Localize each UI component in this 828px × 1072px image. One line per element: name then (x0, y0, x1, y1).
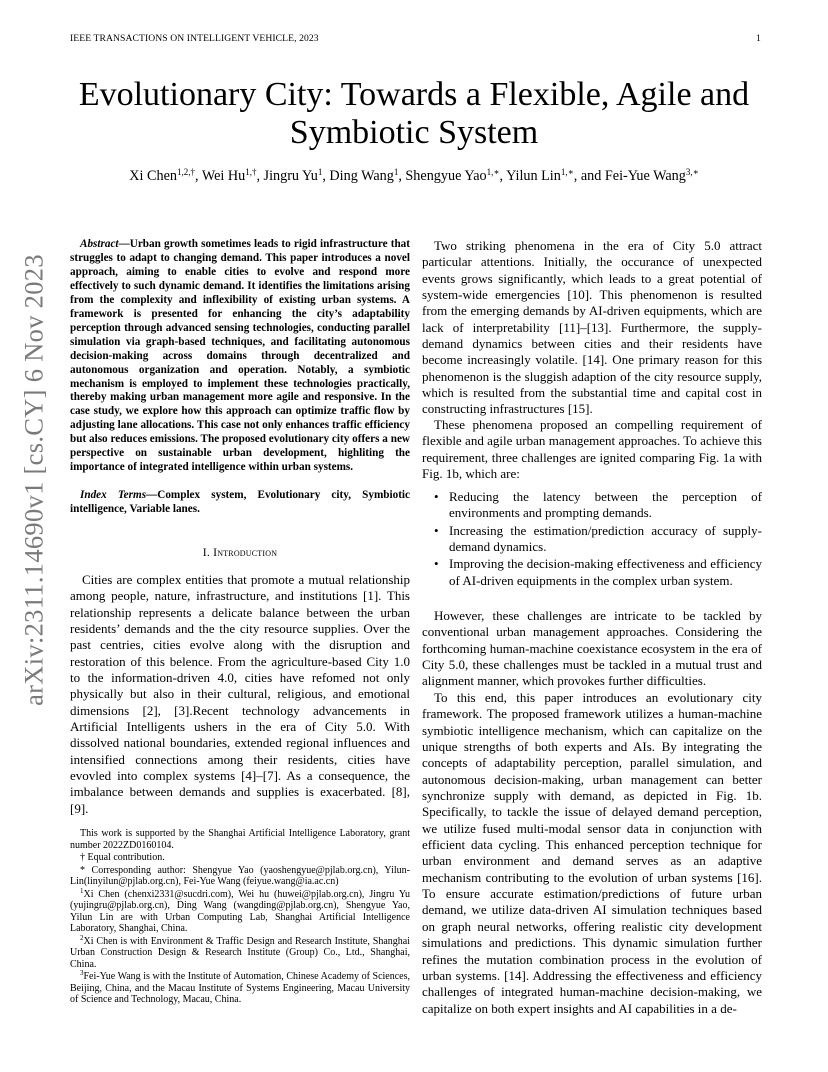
bullet-icon: • (434, 489, 439, 504)
author-affiliation-mark: 1,∗ (560, 167, 574, 177)
right-paragraph-4: To this end, this paper introduces an evolutionary city framework. The proposed framework utilizes a human-machine symbiotic intelligence mechanism, which can capitalize on the unique strengths of both experts and AIs. By integrating the concepts of adaptability perception, parallel simulation, and autonomous decision-making, urban management can better synchronize supply with demand, as depicted in Fig. 1b. Specifically, to tackle the issue of delayed demand perception, we utilize fused multi-modal sensor data in conjunction with efficient data cycling. This enhanced perception technique for urban environment and demand serves as an adaptive mechanism contributing to the evolution of urban systems [16]. To ensure accurate estimation/predictions of future urban demand, we utilize data-driven AI simulation techniques based on graph neural networks, offering realistic city development simulations and predictions. This dynamic simulation further refines the mutation combination process in the evolution of urban systems. [14]. Addressing the effectiveness and efficiency challenges of integrated human-machine decision-making, we capitalize on both expert insights and AI capabilities in a de- (422, 690, 762, 1016)
author-name: Wei Hu (201, 168, 246, 184)
section-title: Introduction (213, 546, 278, 559)
author-name: Fei-Yue Wang (604, 168, 686, 184)
author-affiliation-mark: 1 (393, 167, 399, 177)
list-item: • Increasing the estimation/prediction accuracy of supply-demand dynamics. (434, 522, 762, 555)
footnote-mark-1: 1 (80, 886, 84, 895)
author-list: Xi Chen$^{1,2,\dagger}$, Wei $Hu^{1,\dagger}$, Jingru Yu$^1$, Ding Wang$^1$, Shengyue Yao$^{1,∗}$, Yilun Lin$^{1,∗}$, and Fei-Yue Wang$^{3,∗}$ (129, 167, 699, 184)
index-terms: Index Terms—Complex system, Evolutionary city, Symbiotic intelligence, Variable lanes. (70, 489, 410, 515)
author-affiliation-mark: 1 (317, 167, 323, 177)
section-heading (70, 546, 410, 559)
index-terms-text: Complex system, Evolutionary city, Symbiotic intelligence, Variable lanes. (70, 489, 410, 515)
bullet-icon: • (434, 522, 439, 538)
intro-paragraph: Cities are complex entities that promote a mutual relationship among people, nature, infrastructure, and institutions [1]. This relationship represents a delicate balance between the urban residents’ demands and the the city resource supplies. Over the past centries, cities evolve along with the disruption and restoration of this belence. From the agriculture-based City 1.0 to the information-driven 4.0, cities have refomed not only physically but also in their cultural, religious, and emotional dimensions [2], [3].Recent technology advancements in Artificial Intelligents ushers in the era of City 5.0. With dissolved national boundaries, extended regional influences and intensified connections among their residents, cities have evovled into complex systems [4]–[7]. As a consequence, the imbalance between demands and supplies is exacerbated. [8], [9]. (70, 572, 410, 816)
abstract-text: Urban growth sometimes leads to rigid infrastructure that struggles to adapt to changing demand. This paper introduces a novel approach, aiming to enable cities to evolve and respond more effectively to such dynamic demand. It identifies the limitations arising from the complexity and inflexibility of existing urban systems. A framework is presented for enhancing the city’s adaptability perception through advanced sensing technologies, conducting parallel simulation via graph-based techniques, and facilitating autonomous decision-making across domains through decentralized and autonomous organization and operation. Notably, a symbiotic mechanism is employed to implement these technologies practically, thereby making urban management more agile and responsive. In the case study, we explore how this approach can optimize traffic flow by adjusting lane allocations. This case not only enhances traffic efficiency but also reduces emissions. The proposed evolutionary city offers a new perspective on sustainable urban development, highliting the importance of integrated intelligence within urban systems. (70, 238, 410, 474)
author-name: Xi Chen (129, 168, 177, 184)
section-number: I. (202, 546, 210, 559)
index-terms-label: Index Terms (80, 489, 147, 501)
challenge-list (432, 489, 762, 590)
author-affiliation-mark: 1,∗ (486, 167, 500, 177)
author-affiliation-mark: 1,† (245, 167, 257, 177)
footnote-affiliation-2: $^2$Xi Chen is with Environment & Traffic Design and Research Institute, Shanghai Urban Construction Design & Research Institute (Group) Co., Ltd., Shanghai, China. (70, 933, 410, 970)
author-name: Jingru Yu (263, 168, 318, 184)
footnote-affiliation-1: $^1$Xi Chen (chenxi2331@sucdri.com), Wei hu (huwei@pjlab.org.cn), Jingru Yu (yujingru@pjlab.org.cn), Ding Wang (wangding@pjlab.org.cn), Shengyue Yao, Yilun Lin are with Urban Computing Lab, Shanghai Artificial Intelligence Laboratory, Shanghai, China. (70, 886, 410, 934)
author-affiliation-mark: 3,∗ (685, 167, 699, 177)
footnotes (70, 828, 410, 1007)
footnote-funding: This work is supported by the Shanghai Artificial Intelligence Laboratory, grant number 2022ZD0160104. (70, 828, 410, 851)
arxiv-id: arXiv:2311.14690v1 [cs.CY] 6 Nov 2023 (18, 254, 49, 706)
arxiv-watermark (16, 254, 52, 706)
author-affiliation-mark: 1,2,† (176, 167, 195, 177)
list-item: • Reducing the latency between the perception of environments and prompting demands. (434, 489, 762, 521)
abstract-label: Abstract (80, 238, 119, 250)
author-name: Shengyue Yao (405, 168, 487, 184)
paper-title: Evolutionary City: Towards a Flexible, Agile and Symbiotic System (78, 76, 750, 151)
footnote-affiliation-3: $^3$Fei-Yue Wang is with the Institute of Automation, Chinese Academy of Sciences, Beijing, China, and the Macau Institute of Systems Engineering, Macau University of Science and Technology, Macau, China. (70, 969, 410, 1005)
right-paragraph-3: However, these challenges are intricate to be tackled by conventional urban management approaches. Considering the forthcoming human-machine coexistance ecosystem in the era of City 5.0, these challenges must be tackled in a mutual trust and alignment manner, which provokes further difficulties. (422, 608, 762, 689)
footnote-mark-2: 2 (80, 933, 84, 942)
author-name: Yilun Lin (506, 168, 561, 184)
page-number: 1 (756, 33, 761, 44)
right-paragraph-2: These phenomena proposed an compelling requirement of flexible and agile urban management approaches. To achieve this requirement, three challenges are ignited comparing Fig. 1a with Fig. 1b, which are: (422, 417, 762, 482)
footnote-equal-contribution: † Equal contribution. (80, 852, 165, 863)
abstract: Abstract—Urban growth sometimes leads to rigid infrastructure that struggles to adapt to changing demand. This paper introduces a novel approach, aiming to enable cities to evolve and respond more effectively to such dynamic demand. It identifies the limitations arising from the complexity and inflexibility of existing urban systems. A framework is presented for enhancing the city’s adaptability perception through advanced sensing technologies, conducting parallel simulation via graph-based techniques, and facilitating autonomous decision-making across domains through decentralized and autonomous organization and operation. Notably, a symbiotic mechanism is employed to implement these technologies practically, thereby making urban management more agile and responsive. In the case study, we explore how this approach can optimize traffic flow by adjusting lane allocations. This case not only enhances traffic efficiency but also reduces emissions. The proposed evolutionary city offers a new perspective on sustainable urban development, highliting the importance of integrated intelligence within urban systems. (70, 238, 410, 474)
bullet-icon: • (434, 556, 439, 572)
running-header: IEEE TRANSACTIONS ON INTELLIGENT VEHICLE, 2023 (70, 33, 319, 44)
author-name: Ding Wang (329, 168, 394, 184)
right-paragraph-1: Two striking phenomena in the era of City 5.0 attract particular attentions. Initially, the occurance of unexpected events grows significantly, which leads to a great potential of system-wide emergencies [10]. This phenomenon is resulted from the emerging demands by AI-driven equipments, which are lack of interpretability [11]–[13]. Furthermore, the supply-demand dynamics between cities and their residents have become increasingly volatile. [14]. One primary reason for this phenomenon is the sluggish adaption of the city resource supply, which is resulted from the substantial time and capital cost in constructing infrastructures [15]. (422, 238, 762, 417)
footnote-mark-3: 3 (80, 969, 84, 977)
footnote-corresponding: * Corresponding author: Shengyue Yao (yaoshengyue@pjlab.org.cn), Yilun-Lin(linyilun@pjlab.org.cn), Fei-Yue Wang (feiyue.wang@ia.ac.cn) (70, 864, 410, 887)
list-item: • Improving the decision-making effectiveness and efficiency of AI-driven equipments in the complex urban system. (434, 556, 762, 588)
